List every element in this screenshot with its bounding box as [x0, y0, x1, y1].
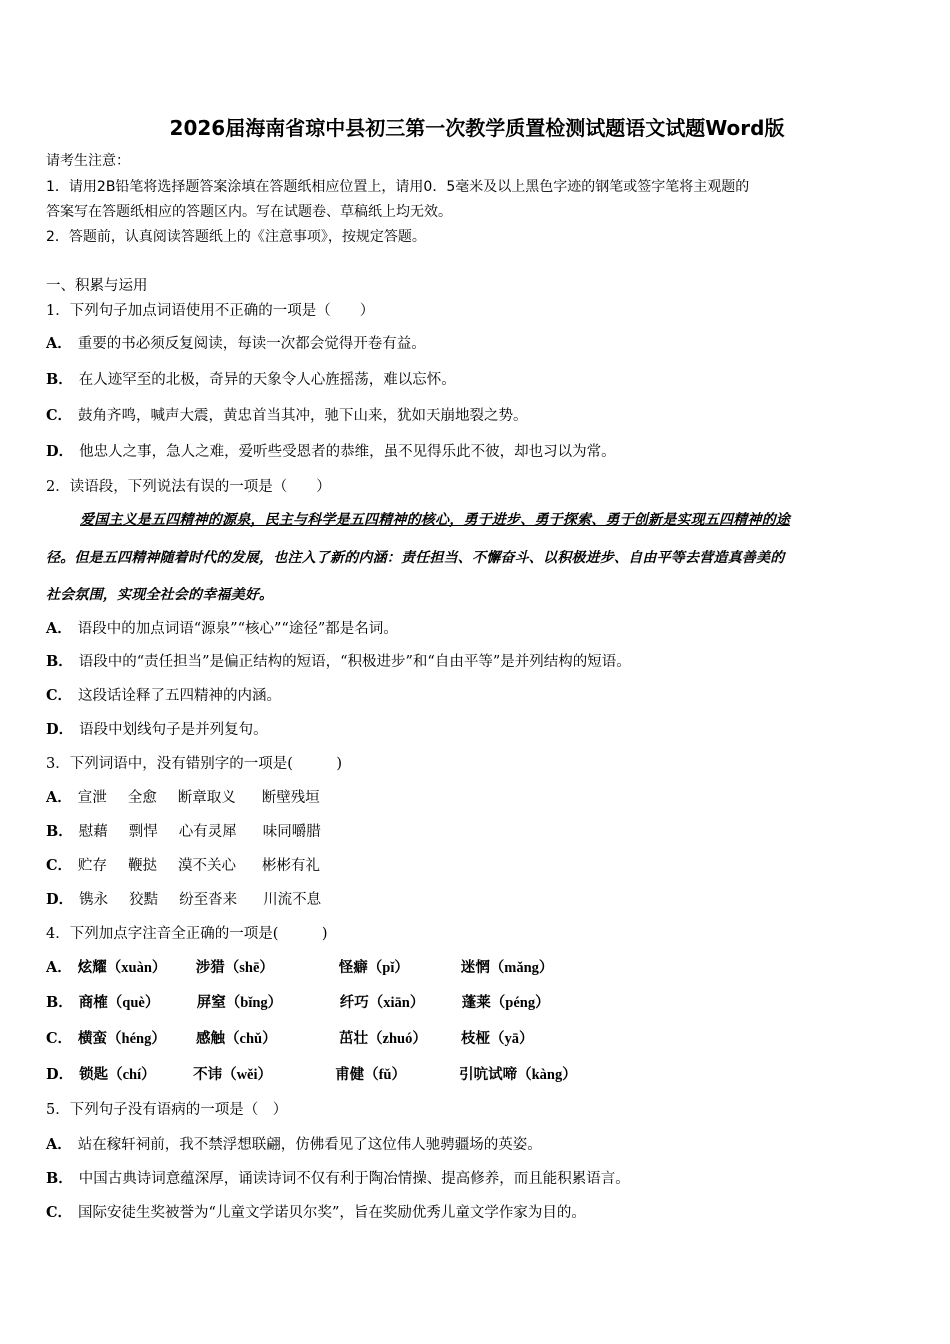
q2-passage-line-2: 径。但是五四精神随着时代的发展，也注入了新的内涵：责任担当、不懈奋斗、以积极进步、自由平等去营造真善美的: [46, 550, 785, 566]
pinyin-item: 枝桠（yā）: [461, 1031, 534, 1047]
q2-option-c: [46, 686, 281, 706]
q2-option-b-text: 语段中的“责任担当”是偏正结构的短语，“积极进步”和“自由平等”是并列结构的短语。: [78, 654, 631, 670]
word: 味同嚼腊: [262, 824, 321, 840]
option-letter: D．: [46, 443, 74, 460]
pinyin-item: 纤巧（xiān）: [339, 995, 425, 1011]
q4-stem: 4．下列加点字注音全正确的一项是( ): [46, 926, 328, 942]
pinyin-item: 涉猎（shē）: [195, 960, 274, 976]
word: 全愈: [127, 790, 157, 806]
q3-option-b: [46, 822, 321, 842]
option-letter: C．: [46, 687, 73, 704]
word: 断章取义: [177, 790, 236, 806]
option-letter: D．: [46, 1066, 74, 1083]
option-letter: D．: [46, 721, 74, 738]
option-letter: A．: [46, 959, 72, 976]
option-letter: B．: [46, 823, 73, 840]
pinyin-item: 商榷（què）: [78, 995, 160, 1011]
word: 剽悍: [128, 824, 158, 840]
notice-item-2: 2．答题前，认真阅读答题纸上的《注意事项》，按规定答题。: [46, 229, 426, 245]
word: 宣泄: [77, 790, 107, 806]
word: 鞭挞: [128, 858, 158, 874]
passage-underlined-sentence: 民主与科学是五四精神的核心，勇于进步、勇于探索、勇于创新是实现五四精神的途: [264, 512, 791, 528]
pinyin-item: 横蛮（héng）: [78, 1031, 166, 1047]
pinyin-item: 蓬莱（péng）: [461, 995, 550, 1011]
q4-option-c: [46, 1029, 534, 1049]
q1-stem: 1．下列句子加点词语使用不正确的一项是（ ）: [46, 303, 375, 319]
word: 川流不息: [263, 892, 322, 908]
pinyin-item: 茁壮（zhuó）: [339, 1031, 427, 1047]
q5-option-b-text: 中国古典诗词意蕴深厚，诵读诗词不仅有利于陶冶情操、提高修养，而且能积累语言。: [78, 1171, 630, 1187]
notice-heading: 请考生注意：: [46, 153, 130, 169]
q1-option-d-text: 他忠人之事，急人之难，爱听些受恩者的恭维，虽不见得乐此不彼，却也习以为常。: [79, 444, 616, 460]
q2-option-c-text: 这段话诠释了五四精神的内涵。: [78, 688, 282, 704]
q5-option-a: [46, 1135, 542, 1155]
q2-option-d-text: 语段中划线句子是并列复句。: [79, 722, 268, 738]
q1-option-c: [46, 406, 528, 426]
pinyin-item: 屏窒（bǐng）: [196, 995, 283, 1011]
word: 纷至沓来: [179, 892, 238, 908]
pinyin-item: 甫健（fǔ）: [335, 1067, 406, 1083]
q4-option-a: [46, 958, 553, 978]
pinyin-item: 迷惘（mǎng）: [460, 960, 554, 976]
word: 镌永: [79, 892, 109, 908]
word: 慰藉: [78, 824, 108, 840]
q5-option-c: [46, 1203, 586, 1223]
q4-option-d: [46, 1065, 577, 1085]
word: 贮存: [78, 858, 108, 874]
word: 心有灵犀: [178, 824, 237, 840]
pinyin-item: 引吭试啼（kàng）: [459, 1067, 577, 1083]
passage-underlined-part: 爱国主义是五四精神的源泉，: [80, 512, 265, 528]
q5-option-a-text: 站在稼轩祠前，我不禁浮想联翩，仿佛看见了这位伟人驰骋疆场的英姿。: [77, 1137, 542, 1153]
option-letter: A．: [46, 789, 72, 806]
q3-option-d: [46, 890, 321, 910]
q1-option-b-text: 在人迹罕至的北极，奇异的天象令人心旌摇荡，难以忘怀。: [78, 372, 456, 388]
notice-item-1-line-2: 答案写在答题纸相应的答题区内。写在试题卷、草稿纸上均无效。: [46, 204, 452, 220]
option-letter: A．: [46, 620, 72, 637]
option-letter: C．: [46, 1030, 73, 1047]
notice-item-1-line-1: 1．请用2B铅笔将选择题答案涂填在答题纸相应位置上，请用0．5毫米及以上黑色字迹的钢笔或签字笔将主观题的: [46, 179, 750, 195]
q2-option-b: [46, 652, 631, 672]
section-heading: 一、积累与运用: [46, 278, 148, 294]
q1-option-d: [46, 442, 616, 462]
option-letter: A．: [46, 335, 72, 352]
word: 漠不关心: [178, 858, 237, 874]
q2-option-a-text: 语段中的加点词语“源泉”“核心”“途径”都是名词。: [77, 621, 398, 637]
word: 狡黠: [129, 892, 159, 908]
option-letter: C．: [46, 857, 73, 874]
option-letter: B．: [46, 371, 73, 388]
q3-option-c: [46, 856, 320, 876]
document-title: 2026届海南省琼中县初三第一次教学质置检测试题语文试题Word版: [169, 116, 785, 140]
pinyin-item: 怪癖（pǐ）: [338, 960, 409, 976]
q5-option-b: [46, 1169, 630, 1189]
q2-option-a: [46, 619, 398, 639]
q1-option-a: [46, 334, 426, 354]
option-letter: C．: [46, 407, 73, 424]
q2-passage-line-3: 社会氛围，实现全社会的幸福美好。: [46, 587, 274, 603]
option-letter: B．: [46, 1170, 73, 1187]
pinyin-item: 不讳（wěi）: [193, 1067, 273, 1083]
option-letter: A．: [46, 1136, 72, 1153]
q1-option-c-text: 鼓角齐鸣，喊声大震，黄忠首当其冲，驰下山来，犹如天崩地裂之势。: [78, 408, 528, 424]
pinyin-item: 锁匙（chí）: [79, 1067, 156, 1083]
q5-option-c-text: 国际安徒生奖被誉为“儿童文学诺贝尔奖”，旨在奖励优秀儿童文学作家为目的。: [78, 1205, 586, 1221]
q4-option-b: [46, 993, 550, 1013]
q2-stem: 2．读语段，下列说法有误的一项是（ ）: [46, 479, 331, 495]
word: 彬彬有礼: [262, 858, 321, 874]
option-letter: D．: [46, 891, 74, 908]
option-letter: B．: [46, 994, 73, 1011]
pinyin-item: 感触（chǔ）: [196, 1031, 277, 1047]
q3-option-a: [46, 788, 320, 808]
q1-option-b: [46, 370, 456, 390]
q2-option-d: [46, 720, 268, 740]
option-letter: C．: [46, 1204, 73, 1221]
word: 断壁残垣: [261, 790, 320, 806]
q2-passage-line-1: [80, 510, 790, 530]
q5-stem: 5．下列句子没有语病的一项是（ ）: [46, 1102, 288, 1118]
q3-stem: 3．下列词语中，没有错别字的一项是( ): [46, 756, 343, 772]
q1-option-a-text: 重要的书必须反复阅读，每读一次都会觉得开卷有益。: [77, 336, 426, 352]
pinyin-item: 炫耀（xuàn）: [77, 960, 167, 976]
option-letter: B．: [46, 653, 73, 670]
